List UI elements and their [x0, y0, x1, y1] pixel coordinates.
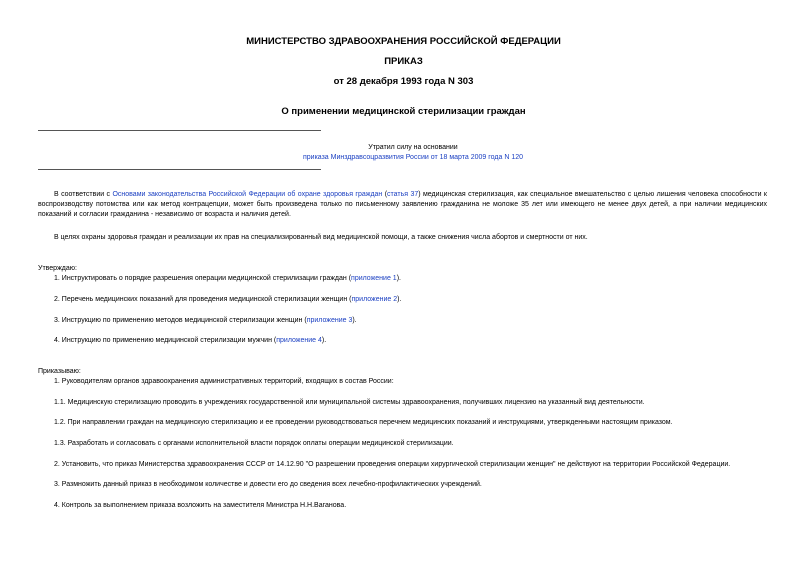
- approve-item-3: [54, 317, 357, 324]
- approve-item-1: [54, 275, 401, 282]
- order-item-1-2: 1.2. При направлении граждан на медицинскую стерилизацию и ее проведении руководствоваться перечнем медицинских показаний и инструкциями, утвержденными настоящим приказом.: [54, 419, 673, 426]
- preamble-text-b: (: [382, 191, 388, 198]
- order-item-1-1: 1.1. Медицинскую стерилизацию проводить в учреждениях государственной или муниципальной системы здравоохранения, получивших лицензию на указанный вид деятельности.: [54, 399, 645, 406]
- order-item-1: 1. Руководителям органов здравоохранения административных территорий, входящих в состав России:: [54, 378, 394, 385]
- approve-item-text: 4. Инструкцию по применению медицинской стерилизации мужчин (: [54, 337, 277, 344]
- approve-item-tail: ).: [352, 317, 357, 324]
- order-item-1-3: 1.3. Разработать и согласовать с органами исполнительной власти порядок оплаты операции медицинской стерилизации.: [54, 440, 454, 447]
- approve-item-2: [54, 296, 401, 303]
- article-link[interactable]: статья 37: [387, 191, 419, 198]
- approve-item-text: 1. Инструктировать о порядке разрешения операции медицинской стерилизации граждан (: [54, 275, 352, 282]
- order-item-3: 3. Размножить данный приказ в необходимом количестве и довести его до сведения всех лечебно-профилактических учреждений.: [54, 481, 482, 488]
- approve-item-tail: ).: [321, 337, 327, 344]
- status-note: Утратил силу на основании: [368, 144, 458, 151]
- ministry-heading: МИНИСТЕРСТВО ЗДРАВООХРАНЕНИЯ РОССИЙСКОЙ ФЕДЕРАЦИИ: [246, 36, 561, 47]
- approve-item-text: 2. Перечень медицинских показаний для проведения медицинской стерилизации женщин (: [54, 296, 352, 303]
- approve-item-text: 3. Инструкцию по применению методов медицинской стерилизации женщин (: [54, 317, 307, 324]
- order-item-2: 2. Установить, что приказ Министерства здравоохранения СССР от 14.12.90 "О разрешении проведения операции хирургической стерилизации женщин" не действуют на территории Российской Федерации.: [54, 461, 731, 468]
- preamble-paragraph-1: [38, 190, 767, 220]
- appendix-link-3[interactable]: приложение 3: [306, 317, 353, 324]
- appendix-link-4[interactable]: приложение 4: [276, 337, 322, 344]
- appendix-link-2[interactable]: приложение 2: [351, 296, 398, 303]
- approve-heading: Утверждаю:: [38, 265, 77, 272]
- doc-type-heading: ПРИКАЗ: [384, 56, 423, 67]
- appendix-link-1[interactable]: приложение 1: [351, 275, 397, 282]
- preamble-paragraph-2: В целях охраны здоровья граждан и реализации их прав на специализированный вид медицинской помощи, а также снижения числа абортов и смертности от них.: [54, 234, 588, 241]
- preamble-text-c: ) медицинская стерилизация, как специальное вмешательство с целью лишения человека способности к воспроизводству потомства или как метод контрацепции, может быть произведена только по письменному заявлению гражданина не моложе 35 лет или имеющего не менее двух детей, а при наличии медицинских показаний и согласии гражданина - независимо от возраста и наличия детей.: [38, 191, 767, 218]
- order-item-4: 4. Контроль за выполнением приказа возложить на заместителя Министра Н.Н.Ваганова.: [54, 502, 347, 509]
- order-heading: Приказываю:: [38, 368, 81, 375]
- divider-top: [38, 130, 321, 131]
- status-link[interactable]: приказа Минздравсоцразвития России от 18 марта 2009 года N 120: [302, 154, 524, 161]
- divider-bottom: [38, 169, 321, 170]
- law-link[interactable]: Основами законодательства Российской Федерации об охране здоровья граждан: [112, 191, 383, 198]
- approve-item-tail: ).: [396, 275, 401, 282]
- date-line: от 28 декабря 1993 года N 303: [333, 76, 474, 87]
- preamble-text-a: В соответствии с: [54, 191, 113, 198]
- document-title: О применении медицинской стерилизации граждан: [281, 106, 526, 117]
- approve-item-4: [54, 337, 326, 344]
- approve-item-tail: ).: [397, 296, 402, 303]
